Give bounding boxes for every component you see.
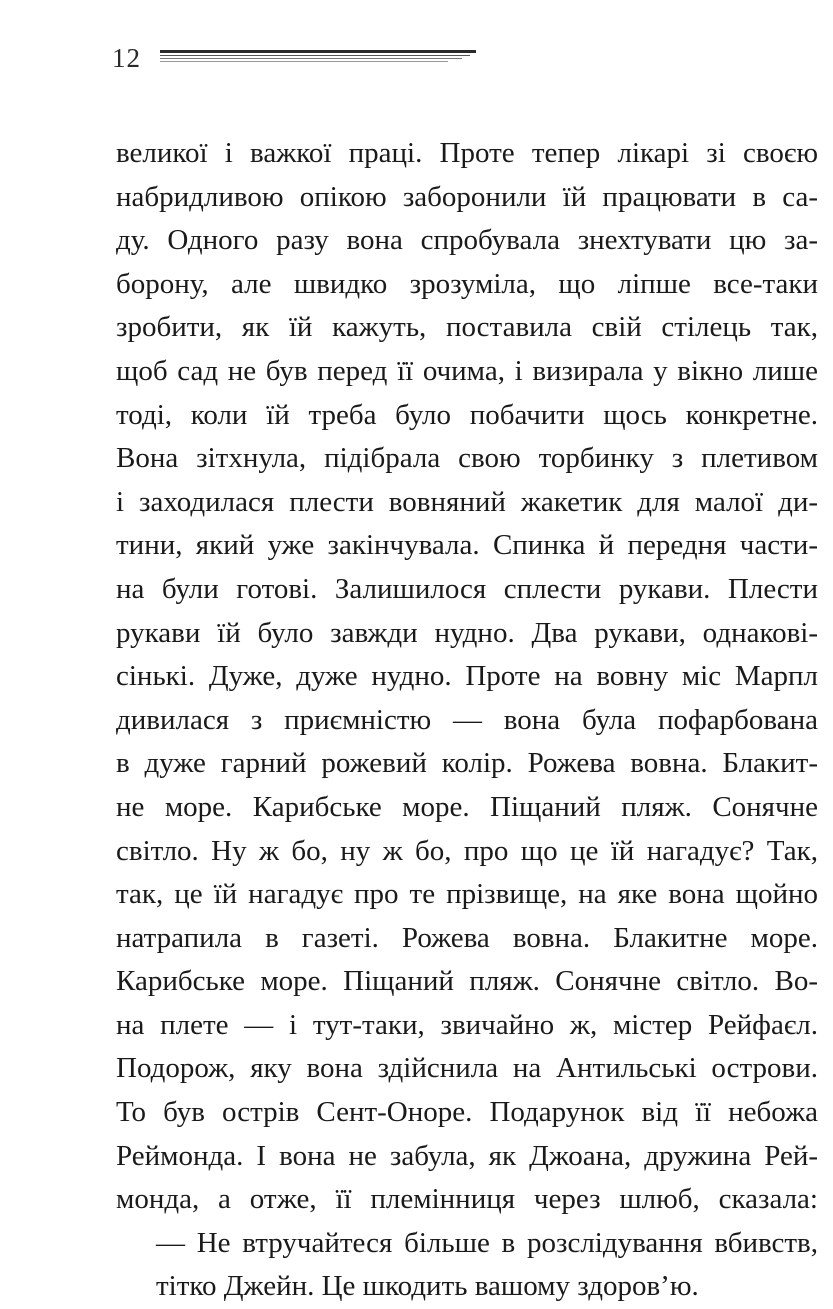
text-line: набридливою опікою заборонили їй працювати в са- <box>116 180 818 213</box>
text-line: світло. Ну ж бо, ну ж бо, про що це їй нагадує? Так, <box>116 834 818 867</box>
text-line: Подорож, яку вона здійснила на Антильські острови. <box>116 1052 818 1085</box>
page-header <box>112 38 482 78</box>
text-line: монда, а отже, її племінниця через шлюб, сказала: <box>116 1183 818 1216</box>
text-line: і заходилася плести вовняний жакетик для малої ди- <box>116 485 818 518</box>
text-line: борону, але швидко зрозуміла, що ліпше все-таки <box>116 267 818 300</box>
text-line: в дуже гарний рожевий колір. Рожева вовна. Блакит- <box>116 747 818 780</box>
text-line: дивилася з приємністю — вона була пофарбована <box>116 703 818 736</box>
text-line: ду. Одного разу вона спробувала знехтувати цю за- <box>116 224 818 257</box>
text-line: натрапила в газеті. Рожева вовна. Блакитне море. <box>116 921 818 954</box>
page-number: 12 <box>112 43 141 73</box>
text-line: не море. Карибське море. Піщаний пляж. Сонячне <box>116 790 818 823</box>
dialogue-line: — Не втручайтеся більше в розслідування вбивств, <box>156 1226 818 1259</box>
text-line: тоді, коли їй треба було побачити щось конкретне. <box>116 398 818 431</box>
header-rule <box>160 50 476 64</box>
text-line: рукави їй було завжди нудно. Два рукави, однакові- <box>116 616 818 649</box>
text-line: на були готові. Залишилося сплести рукави. Плести <box>116 572 818 605</box>
text-line: Карибське море. Піщаний пляж. Сонячне світло. Во- <box>116 965 818 998</box>
text-line: сінькі. Дуже, дуже нудно. Проте на вовну міс Марпл <box>116 660 818 693</box>
text-line: великої і важкої праці. Проте тепер лікарі зі своєю <box>116 137 818 169</box>
text-line: Реймонда. І вона не забула, як Джоана, дружина Рей- <box>116 1139 818 1172</box>
dialogue-line: тітко Джейн. Це шкодить вашому здоров’ю. <box>156 1270 699 1303</box>
text-line: Вона зітхнула, підібрала свою торбинку з плетивом <box>116 442 818 475</box>
text-line: То був острів Сент-Оноре. Подарунок від її небожа <box>116 1096 818 1129</box>
text-line: щоб сад не був перед її очима, і визирала у вікно лише <box>116 354 818 387</box>
text-line: зробити, як їй кажуть, поставила свій стілець так, <box>116 311 818 344</box>
text-line: на плете — і тут-таки, звичайно ж, містер Рейфаєл. <box>116 1008 818 1041</box>
text-line: тини, який уже закінчувала. Спинка й передня части- <box>116 529 818 562</box>
body-text <box>116 132 818 1309</box>
text-line: так, це їй нагадує про те прізвище, на яке вона щойно <box>116 878 818 911</box>
